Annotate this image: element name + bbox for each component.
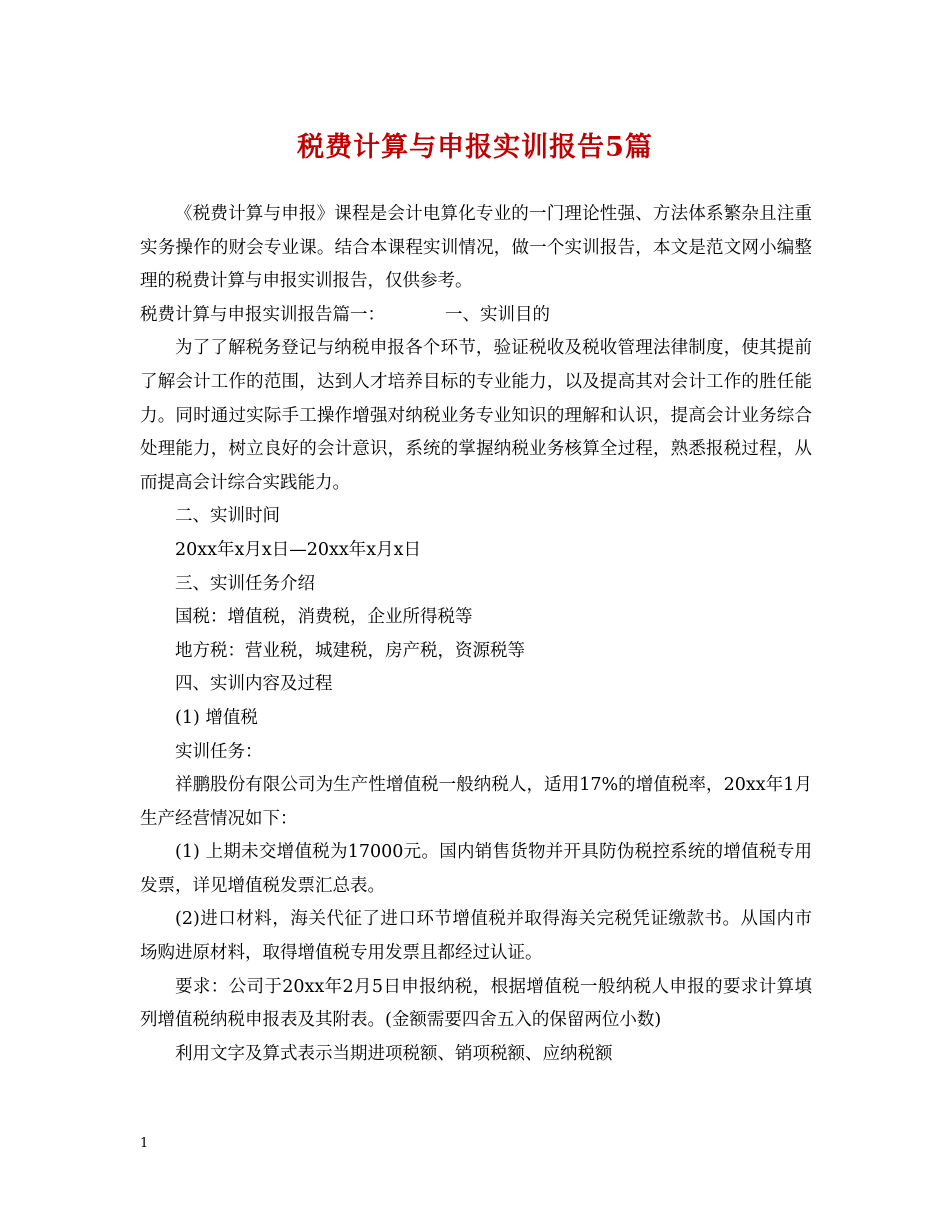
section1-paragraph: 为了了解税务登记与纳税申报各个环节，验证税收及税收管理法律制度，使其提前了解会计工作的范围，达到人才培养目标的专业能力，以及提高其对会计工作的胜任能力。同时通过实际手工操作增强对纳税业务专业知识的理解和认识，提高会计业务综合处理能力，树立良好的会计意识，系统的掌握纳税业务核算全过程，熟悉报税过程，从而提高会计综合实践能力。 [140,338,812,493]
sub1-heading: (1) 增值税 [175,707,258,728]
task-label: 实训任务： [175,741,263,762]
page-number: 1 [140,1136,149,1151]
section2-paragraph: 20xx年x月x日—20xx年x月x日 [175,539,421,560]
section3-line-local: 地方税：营业税，城建税，房产税，资源税等 [175,640,525,661]
task-item-2: (2)进口材料，海关代征了进口环节增值税并取得海关完税凭证缴款书。从国内市场购进原材料，取得增值税专用发票且都经过认证。 [140,909,812,964]
section3-heading: 三、实训任务介绍 [175,573,315,594]
part-heading-line [140,299,812,333]
document-body [140,198,812,1071]
last-line: 利用文字及算式表示当期进项税额、销项税额、应纳税额 [175,1043,613,1064]
requirement-paragraph: 要求：公司于20xx年2月5日申报纳税，根据增值税一般纳税人申报的要求计算填列增值税纳税申报表及其附表。(金额需要四舍五入的保留两位小数) [140,976,812,1031]
intro-paragraph: 《税费计算与申报》课程是会计电算化专业的一门理论性强、方法体系繁杂且注重实务操作的财会专业课。结合本课程实训情况，做一个实训报告，本文是范文网小编整理的税费计算与申报实训报告，仅供参考。 [140,204,812,292]
section2-heading: 二、实训时间 [175,506,280,527]
part-label: 税费计算与申报实训报告篇一： [140,304,385,325]
task-item-1: (1) 上期未交增值税为17000元。国内销售货物并开具防伪税控系统的增值税专用发票，详见增值税发票汇总表。 [140,842,812,896]
section4-heading: 四、实训内容及过程 [175,674,333,695]
section1-heading: 一、实训目的 [445,304,550,325]
document-title: 税费计算与申报实训报告5篇 [297,132,653,163]
section3-line-national: 国税：增值税，消费税，企业所得税等 [175,607,473,628]
task-description: 祥鹏股份有限公司为生产性增值税一般纳税人，适用17%的增值税率，20xx年1月生产经营情况如下： [140,775,812,829]
